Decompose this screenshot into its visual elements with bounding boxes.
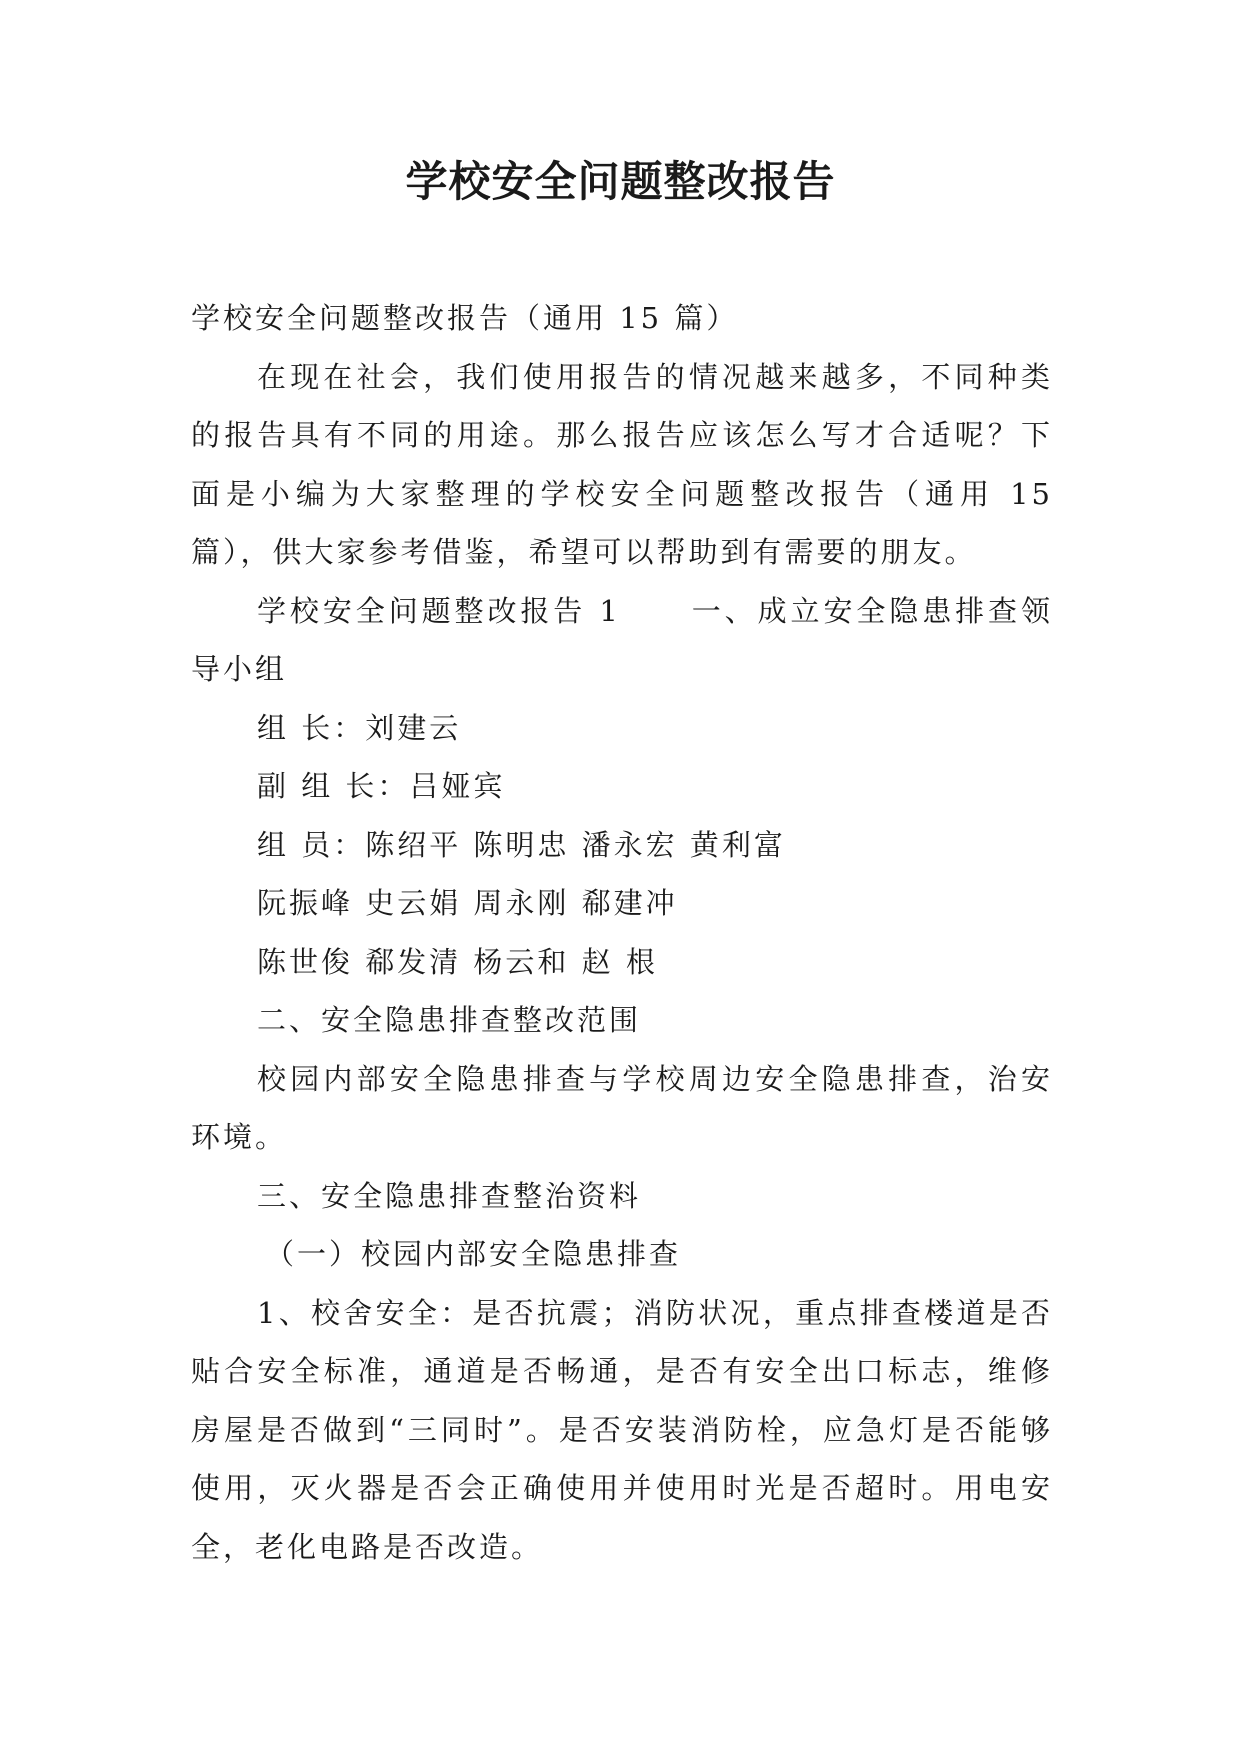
section1-heading-part1: 学校安全问题整改报告 1 — [257, 593, 621, 628]
document-subtitle: 学校安全问题整改报告（通用 15 篇） — [191, 301, 739, 335]
deputy-leader-line: 副 组 长：吕娅宾 — [257, 769, 506, 803]
members-line-1: 组 员：陈绍平 陈明忠 潘永宏 黄利富 — [257, 827, 786, 862]
section2-body: 校园内部安全隐患排查与学校周边安全隐患排查，治安环境。 — [191, 1061, 1053, 1154]
document-body — [191, 289, 1053, 1576]
intro-paragraph: 在现在社会，我们使用报告的情况越来越多，不同种类的报告具有不同的用途。那么报告应该怎么写才合适呢？下面是小编为大家整理的学校安全问题整改报告（通用 15 篇），供大家参考借鉴，希望可以帮助到有需要的朋友。 — [191, 359, 1053, 569]
section3-heading: 三、安全隐患排查整治资料 — [257, 1178, 642, 1213]
leader-line: 组 长：刘建云 — [257, 710, 462, 745]
section1-heading — [191, 582, 1053, 699]
section1-heading-part2: 一、成立安全隐患排查领导小组 — [191, 593, 1053, 686]
item1-paragraph: 1、校舍安全：是否抗震；消防状况，重点排查楼道是否贴合安全标准，通道是否畅通，是否有安全出口标志，维修房屋是否做到“三同时”。是否安装消防栓，应急灯是否能够使用，灭火器是否会正确使用并使用时光是否超时。用电安全，老化电路是否改造。 — [191, 1295, 1053, 1564]
members-line-2: 阮振峰 史云娟 周永刚 郗建冲 — [257, 886, 678, 920]
document-title: 学校安全问题整改报告 — [405, 157, 836, 206]
members-line-3: 陈世俊 郗发清 杨云和 赵 根 — [257, 944, 658, 979]
subsection1-heading: （一）校园内部安全隐患排查 — [265, 1237, 682, 1271]
section2-heading: 二、安全隐患排查整改范围 — [257, 1003, 642, 1037]
